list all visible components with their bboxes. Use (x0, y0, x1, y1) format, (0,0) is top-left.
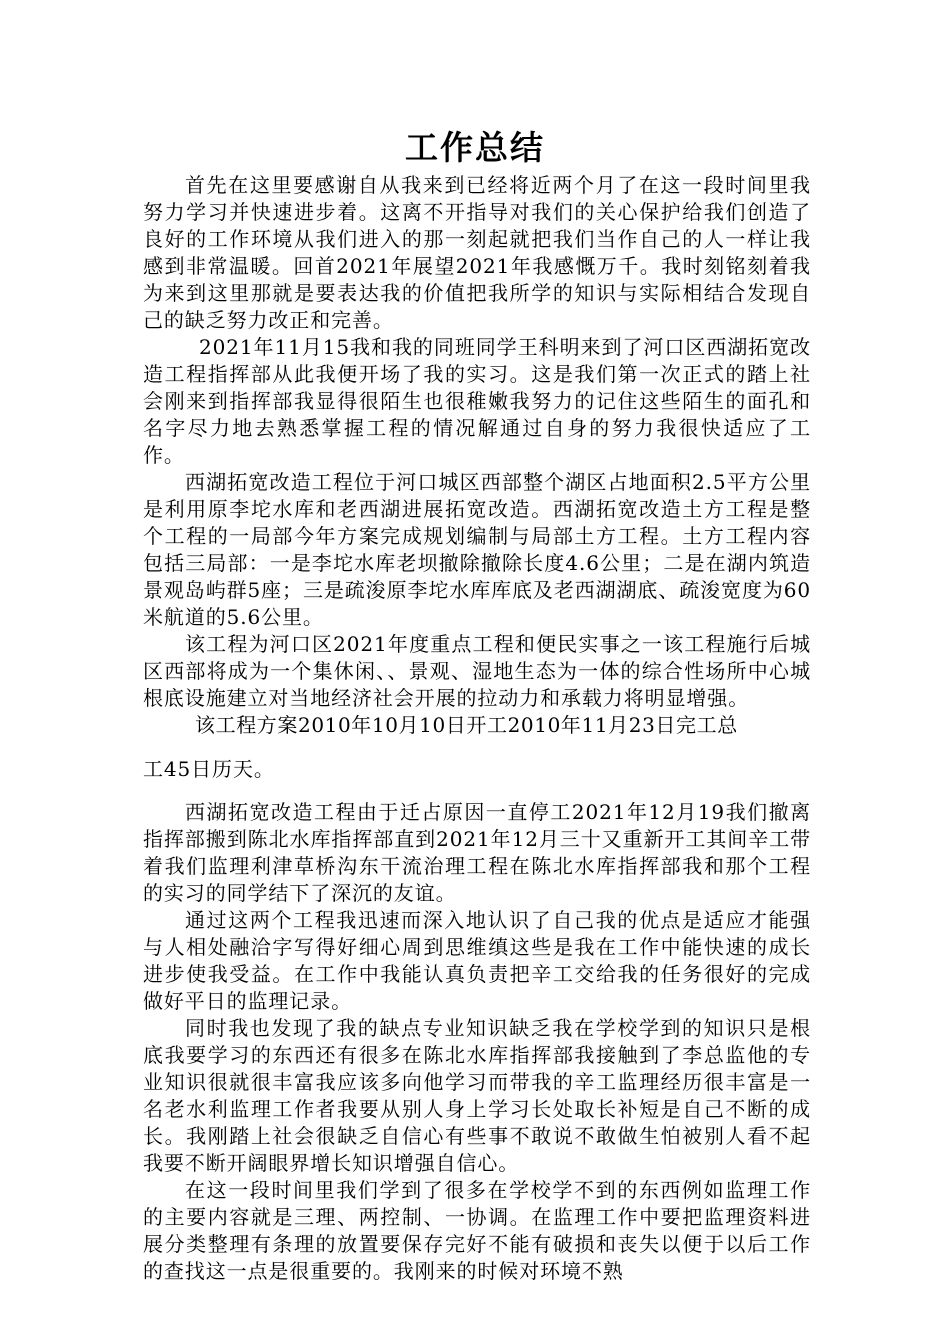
document-title: 工作总结 (405, 128, 545, 167)
paragraph: 该工程为河口区2021年度重点工程和便民实事之一该工程施行后城区西部将成为一个集休闲、、景观、湿地生态为一体的综合性场所中心城根底设施建立对当地经济社会开展的拉动力和承载力将明显增强。 (143, 632, 811, 710)
paragraph: 在这一段时间里我们学到了很多在学校学不到的东西例如监理工作的主要内容就是三理、两控制、一协调。在监理工作中要把监理资料进展分类整理有条理的放置要保存完好不能有破损和丧失以便于以后工作的查找这一点是很重要的。我刚来的时候对环境不熟 (143, 1178, 811, 1283)
paragraph: 西湖拓宽改造工程位于河口城区西部整个湖区占地面积2.5平方公里是利用原李坨水库和老西湖进展拓宽改造。西湖拓宽改造土方工程是整个工程的一局部今年方案完成规划编制与局部土方工程。土方工程内容包括三局部：一是李坨水库老坝撤除撤除长度4.6公里；二是在湖内筑造景观岛屿群5座；三是疏浚原李坨水库库底及老西湖湖底、疏浚宽度为60米航道的5.6公里。 (143, 470, 811, 629)
paragraph: 该工程方案2010年10月10日开工2010年11月23日完工总 (195, 713, 738, 737)
paragraph: 同时我也发现了我的缺点专业知识缺乏我在学校学到的知识只是根底我要学习的东西还有很多在陈北水库指挥部我接触到了李总监他的专业知识很就很丰富我应该多向他学习而带我的辛工监理经历很丰富是一名老水利监理工作者我要从别人身上学习长处取长补短是自己不断的成长。我刚踏上社会很缺乏自信心有些事不敢说不敢做生怕被别人看不起我要不断开阔眼界增长知识增强自信心。 (143, 1016, 811, 1175)
paragraph: 工45日历天。 (143, 757, 275, 781)
paragraph: 2021年11月15我和我的同班同学王科明来到了河口区西湖拓宽改造工程指挥部从此我便开场了我的实习。这是我们第一次正式的踏上社会刚来到指挥部我显得很陌生也很稚嫩我努力的记住这些陌生的面孔和名字尽力地去熟悉掌握工程的情况解通过自身的努力我很快适应了工作。 (143, 335, 811, 467)
paragraph: 西湖拓宽改造工程由于迁占原因一直停工2021年12月19我们撤离指挥部搬到陈北水库指挥部直到2021年12月三十又重新开工其间辛工带着我们监理利津草桥沟东干流治理工程在陈北水库指挥部我和那个工程的实习的同学结下了深沉的友谊。 (143, 800, 811, 905)
paragraph: 首先在这里要感谢自从我来到已经将近两个月了在这一段时间里我努力学习并快速进步着。这离不开指导对我们的关心保护给我们创造了良好的工作环境从我们进入的那一刻起就把我们当作自己的人一样让我感到非常温暖。回首2021年展望2021年我感慨万千。我时刻铭刻着我为来到这里那就是要表达我的价值把我所学的知识与实际相结合发现自己的缺乏努力改正和完善。 (143, 173, 811, 332)
paragraph: 通过这两个工程我迅速而深入地认识了自己我的优点是适应才能强与人相处融洽字写得好细心周到思维缜这些是我在工作中能快速的成长进步使我受益。在工作中我能认真负责把辛工交给我的任务很好的完成做好平日的监理记录。 (143, 908, 811, 1013)
document-body (143, 172, 811, 1285)
